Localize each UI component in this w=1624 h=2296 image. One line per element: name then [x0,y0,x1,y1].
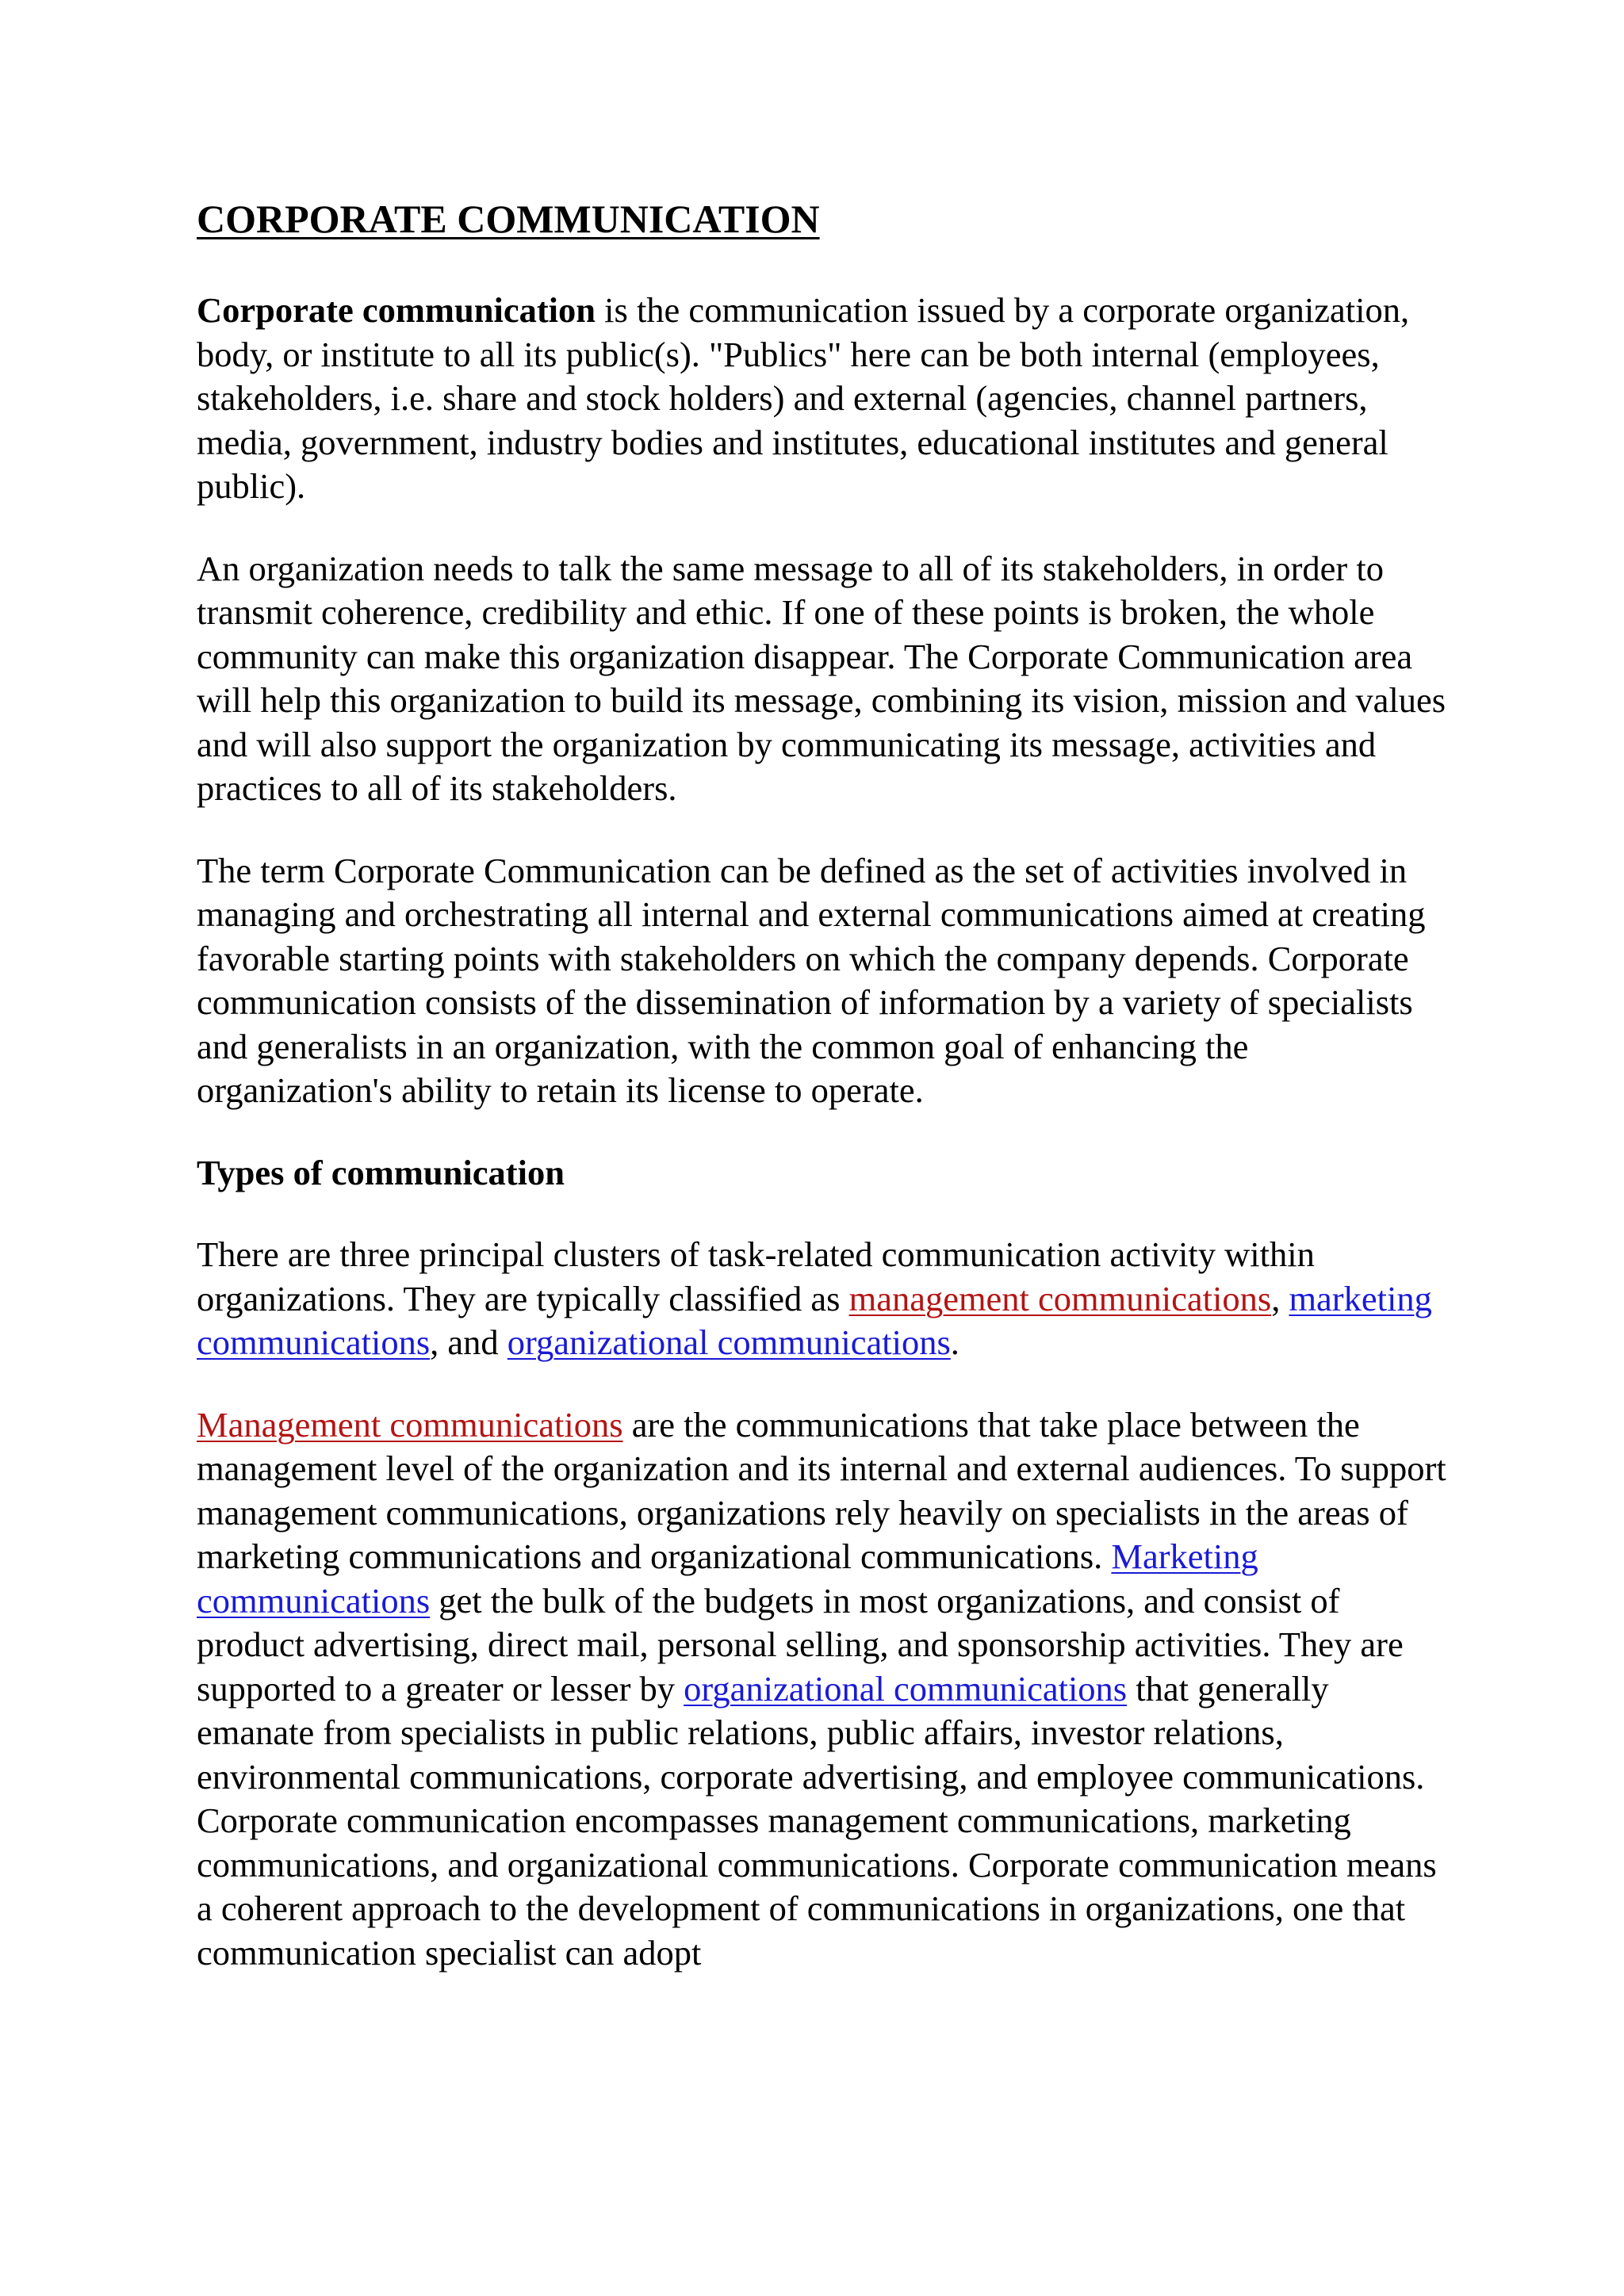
link-organizational-communications[interactable]: organizational communications [507,1322,951,1362]
link-organizational-communications[interactable]: organizational communications [684,1668,1128,1709]
paragraph-text: is the communication issued by a corporate organization, body, or institute to all its public(s). "Publics" here can be both internal (employees, stakeholders, i.e. share and stock holders) and external (agencies, channel partners, media, government, industry bodies and institutes, educational institutes and general public). [197,290,1410,506]
link-marketing-communications[interactable]: marketing communications [197,1278,1432,1362]
paragraph-management [197,1403,1450,1976]
link-management-communications[interactable]: Management communications [197,1404,623,1445]
separator-text: , and [430,1322,508,1362]
link-management-communications[interactable]: management communications [848,1278,1272,1318]
paragraph-clusters [197,1233,1450,1365]
paragraph-definition [197,289,1450,509]
page-title: CORPORATE COMMUNICATION [197,197,820,241]
section-heading-types: Types of communication [197,1152,565,1192]
document-page [197,195,1450,1975]
paragraph-text: get the bulk of the budgets in most organizations, and consist of product advertising, direct mail, personal selling, and sponsorship activities. They are supported to a greater or lesser by [197,1580,1404,1709]
paragraph-term-definition: The term Corporate Communication can be defined as the set of activities involved in managing and orchestrating all internal and external communications aimed at creating favorable starting points with stakeholders on which the company depends. Corporate communication consists of the dissemination of information by a variety of specialists and generalists in an organization, with the common goal of enhancing the organization's ability to retain its license to operate. [197,850,1426,1110]
separator-text: . [950,1322,959,1362]
separator-text: , [1271,1278,1289,1318]
term-bold: Corporate communication [197,290,596,330]
link-marketing-communications[interactable]: Marketing communications [197,1536,1258,1621]
paragraph-text: are the communications that take place between the management level of the organization and its internal and external audiences. To support management communications, organizations rely heavily on specialists in the areas of marketing communications and organizational communications. [197,1404,1446,1576]
paragraph-message: An organization needs to talk the same message to all of its stakeholders, in order to transmit coherence, credibility and ethic. If one of these points is broken, the whole community can make this organization disappear. The Corporate Communication area will help this organization to build its message, combining its vision, mission and values and will also support the organization by communicating its message, activities and practices to all of its stakeholders. [197,548,1446,808]
paragraph-text: that generally emanate from specialists in public relations, public affairs, investor relations, environmental communications, corporate advertising, and employee communications. Corporate communication encompasses management communications, marketing communications, and organizational communications. Corporate communication means a coherent approach to the development of communications in organizations, one that communication specialist can adopt [197,1668,1437,1973]
paragraph-text: There are three principal clusters of task-related communication activity within organizations. They are typically classified as [197,1234,1315,1318]
